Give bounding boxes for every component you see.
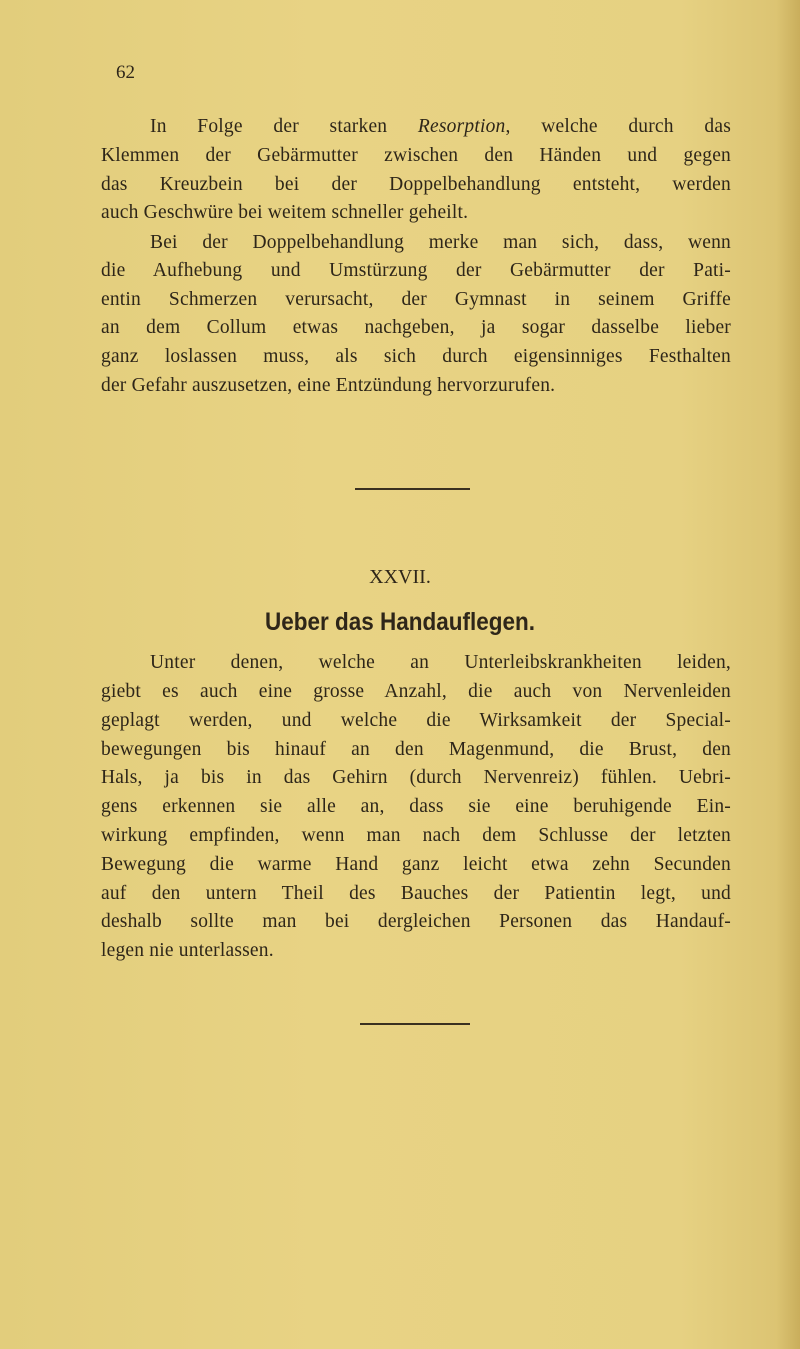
section-divider [355, 488, 470, 490]
text-line: giebt es auch eine grosse Anzahl, die auch von Nervenleiden [101, 681, 731, 702]
text-line: wirkung empfinden, wenn man nach dem Schlusse der letzten [101, 825, 731, 846]
chapter-number: XXVII. [369, 566, 431, 588]
text-line: ganz loslassen muss, als sich durch eigensinniges Festhalten [101, 346, 731, 367]
text-line: entin Schmerzen verursacht, der Gymnast in seinem Griffe [101, 289, 731, 310]
end-divider [360, 1023, 470, 1025]
text-line: Unter denen, welche an Unterleibskrankheiten leiden, [150, 652, 731, 673]
chapter-title: Ueber das Handauflegen. [264, 608, 536, 636]
text-line: Klemmen der Gebärmutter zwischen den Händen und gegen [101, 145, 731, 166]
text-line: gens erkennen sie alle an, dass sie eine beruhigende Ein- [101, 796, 731, 817]
text-line: auf den untern Theil des Bauches der Patientin legt, und [101, 883, 731, 904]
text-line: auch Geschwüre bei weitem schneller geheilt. [101, 202, 469, 223]
text-line: bewegungen bis hinauf an den Magenmund, die Brust, den [101, 739, 731, 760]
page-number: 62 [116, 62, 135, 83]
text-line: der Gefahr auszusetzen, eine Entzündung hervorzurufen. [101, 375, 556, 396]
text-line: Bewegung die warme Hand ganz leicht etwa zehn Secunden [101, 854, 731, 875]
text-line: deshalb sollte man bei dergleichen Personen das Handauf- [101, 911, 731, 932]
text-line: Hals, ja bis in das Gehirn (durch Nervenreiz) fühlen. Uebri- [101, 767, 731, 788]
text-line: geplagt werden, und welche die Wirksamkeit der Special- [101, 710, 731, 731]
text-line: legen nie unterlassen. [101, 940, 274, 961]
text-line: das Kreuzbein bei der Doppelbehandlung entsteht, werden [101, 174, 731, 195]
text-line: an dem Collum etwas nachgeben, ja sogar dasselbe lieber [101, 317, 731, 338]
text-line: Bei der Doppelbehandlung merke man sich, dass, wenn [150, 232, 731, 253]
text-line: In Folge der starken Resorption, welche durch das [150, 116, 731, 137]
italic-term: Resorption [417, 116, 506, 137]
text-line: die Aufhebung und Umstürzung der Gebärmutter der Pati- [101, 260, 731, 281]
